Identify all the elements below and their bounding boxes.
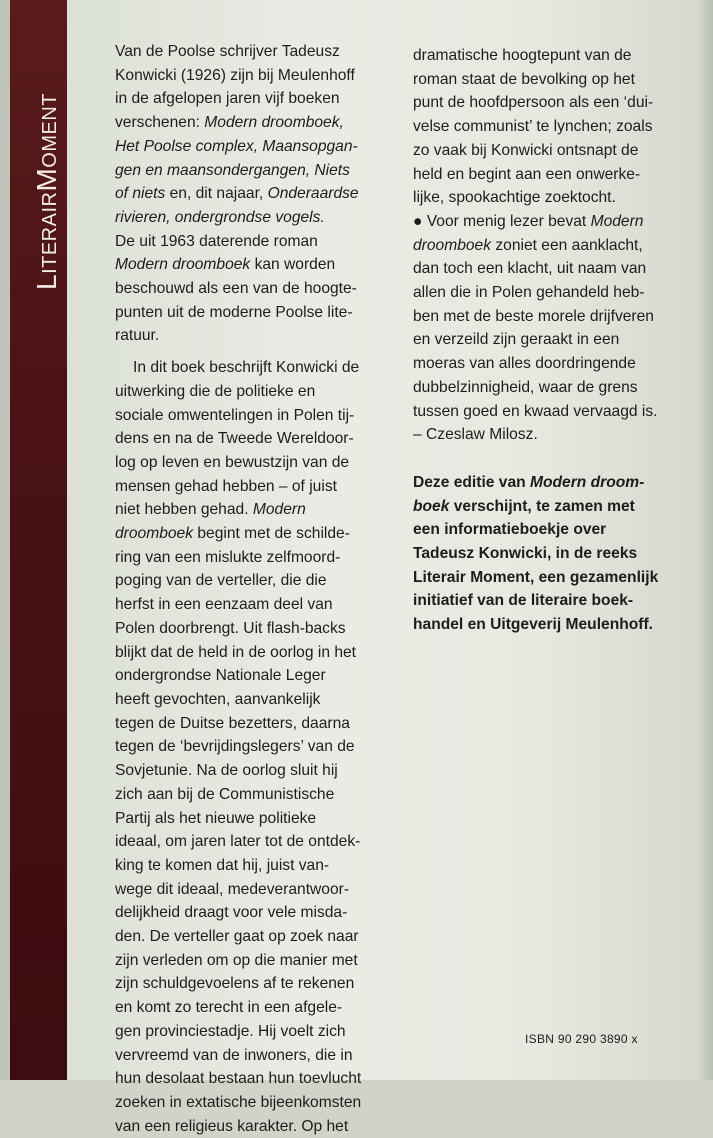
quote-line: droomboek zoniet een aanklacht,: [413, 236, 643, 254]
text-line: ondergrondse Nationale Leger: [115, 667, 326, 685]
text-line: rivieren, ondergrondse vogels.: [115, 208, 325, 226]
text-line: held en begint aan een onwerke-: [413, 165, 641, 183]
text-line: of niets en, dit najaar, Onderaardse: [115, 185, 359, 203]
text-line: zoeken in extatische bijeenkomsten: [115, 1093, 362, 1111]
edition-note-line: handel en Uitgeverij Meulenhoff.: [413, 616, 653, 634]
text-line: uitwerking die de politieke en: [115, 382, 316, 400]
text-line: heeft gevochten, aanvankelijk: [115, 690, 321, 708]
cover-edge: [0, 0, 10, 1080]
text-line: roman staat de bevolking op het: [413, 70, 635, 88]
text-line: droomboek begint met de schilde-: [115, 525, 350, 543]
edition-note-line: boek verschijnt, te zamen met: [413, 497, 635, 515]
text-line: in de afgelopen jaren vijf boeken: [115, 90, 340, 108]
text-line: poging van de verteller, die die: [115, 572, 327, 590]
text-line: vervreemd van de inwoners, die in: [115, 1046, 353, 1064]
text-line: wege dit ideaal, medeverantwoor-: [115, 880, 350, 898]
quote-line: allen die in Polen gehandeld heb-: [413, 284, 645, 302]
text-line: ring van een mislukte zelfmoord-: [115, 548, 341, 566]
edition-note-line: initiatief van de literaire boek-: [413, 592, 634, 610]
series-logo: LiterairMoment: [31, 92, 62, 290]
text-line: zo vaak bij Konwicki ontsnapt de: [413, 141, 639, 159]
column-left: [115, 40, 390, 1138]
text-line: Het Poolse complex, Maansopgan-: [115, 137, 358, 155]
text-line: Van de Poolse schrijver Tadeusz: [115, 43, 340, 60]
edition-note-line: Deze editie van Modern droom-: [413, 473, 645, 491]
quote-line: moeras van alles doordringende: [413, 355, 636, 373]
text-line: en komt zo terecht in een afgele-: [115, 999, 343, 1017]
text-line: sociale omwentelingen in Polen tij-: [115, 406, 355, 424]
text-line: velse communist’ te lynchen; zoals: [413, 118, 653, 136]
quote-line: dubbelzinnigheid, waar de grens: [413, 378, 638, 396]
text-line: van een religieus karakter. Op het: [115, 1117, 349, 1135]
text-line: blijkt dat de held in de oorlog in het: [115, 643, 357, 661]
edition-note-line: Literair Moment, een gezamenlijk: [413, 568, 659, 586]
edition-note-line: een informatieboekje over: [413, 521, 607, 539]
text-line: In dit boek beschrijft Konwicki de: [133, 359, 360, 377]
text-line: punt de hoofdpersoon als een ‘dui-: [413, 94, 654, 112]
text-line: log op leven en bewustzijn van de: [115, 453, 350, 471]
text-line: beschouwd als een van de hoogte-: [115, 280, 357, 298]
quote-line: en verzeild zijn geraakt in een: [413, 331, 620, 349]
text-line: tegen de ‘bevrijdingslegers’ van de: [115, 738, 355, 756]
text-line: De uit 1963 daterende roman: [115, 232, 318, 250]
text-line: zijn verleden om op die manier met: [115, 951, 358, 969]
spine-band: [10, 0, 67, 1080]
text-line: Sovjetunie. Na de oorlog sluit hij: [115, 762, 338, 780]
quote-line: – Czeslaw Milosz.: [413, 426, 538, 444]
text-line: punten uit de moderne Poolse lite-: [115, 303, 353, 321]
text-line: zijn schuldgevoelens af te rekenen: [115, 975, 355, 993]
text-line: den. De verteller gaat op zoek naar: [115, 928, 359, 946]
text-line: gen provinciestadje. Hij voelt zich: [115, 1022, 346, 1040]
text-line: zich aan bij de Communistische: [115, 785, 335, 803]
text-line: verschenen: Modern droomboek,: [115, 114, 344, 132]
text-line: king te komen dat hij, juist van-: [115, 856, 330, 874]
page-edge-shadow: [697, 0, 713, 1080]
text-line: herfst in een eenzaam deel van: [115, 596, 333, 614]
column-right: [413, 44, 693, 637]
quote-line: tussen goed en kwaad vervaagd is.: [413, 402, 658, 420]
isbn-number: ISBN 90 290 3890 x: [525, 1032, 638, 1046]
text-line: dramatische hoogtepunt van de: [413, 47, 632, 64]
text-line: Modern droomboek kan worden: [115, 256, 336, 274]
text-line: hun desolaat bestaan hun toevlucht: [115, 1070, 362, 1088]
quote-line: ● Voor menig lezer bevat Modern: [413, 212, 644, 230]
text-line: gen en maansondergangen, Niets: [115, 161, 350, 179]
text-line: Polen doorbrengt. Uit flash-backs: [115, 619, 346, 637]
text-line: ideaal, om jaren later tot de ontdek-: [115, 833, 361, 851]
quote-line: ben met de beste morele drijfveren: [413, 307, 654, 325]
text-line: tegen de Duitse bezetters, daarna: [115, 714, 350, 732]
text-line: delijkheid draagt voor vele misda-: [115, 904, 348, 922]
text-line: ratuur.: [115, 327, 160, 345]
edition-note-line: Tadeusz Konwicki, in de reeks: [413, 545, 638, 563]
text-line: Konwicki (1926) zijn bij Meulenhoff: [115, 66, 355, 84]
paragraph-gap: [115, 348, 390, 356]
text-line: dens en na de Tweede Wereldoor-: [115, 430, 354, 448]
text-line: Partij als het nieuwe politieke: [115, 809, 317, 827]
text-line: lijke, spookachtige zoektocht.: [413, 189, 616, 207]
text-line: niet hebben gehad. Modern: [115, 501, 306, 519]
text-line: mensen gehad hebben – of juist: [115, 477, 337, 495]
quote-line: dan toch een klacht, uit naam van: [413, 260, 647, 278]
